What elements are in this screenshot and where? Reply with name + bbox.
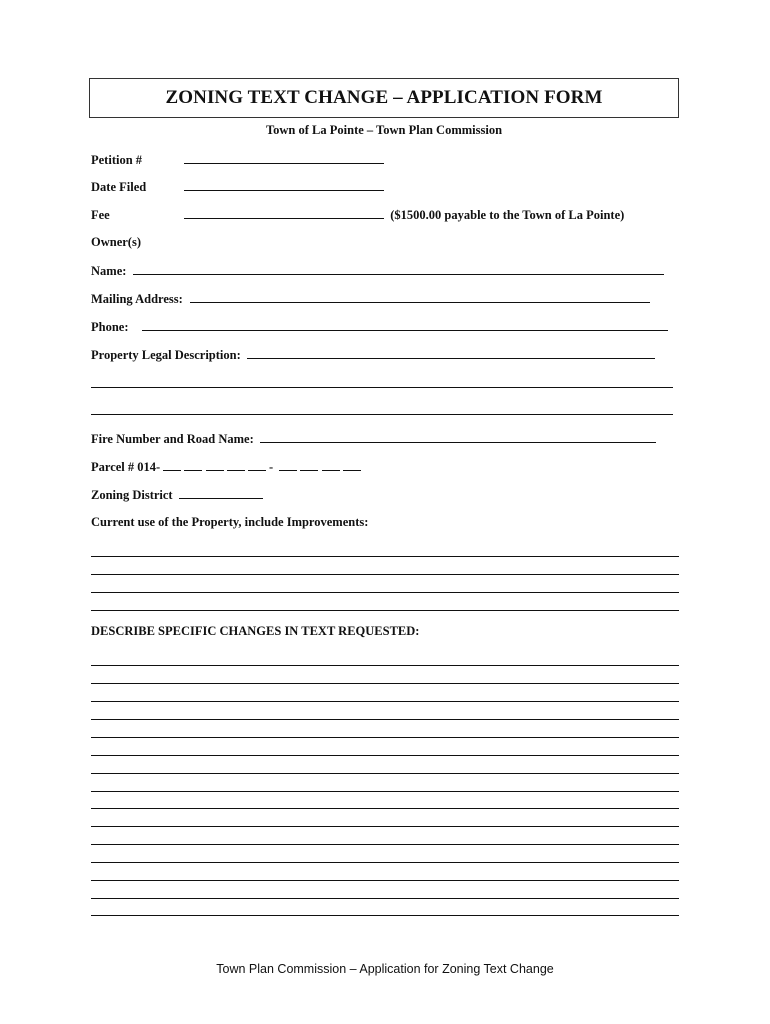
describe-line-10[interactable] [91,826,679,827]
fee-note: ($1500.00 payable to the Town of La Pointe) [390,208,625,222]
petition-row [91,152,384,168]
property-legal-line-3[interactable] [91,414,673,415]
describe-line-6[interactable] [91,755,679,756]
parcel-dash: - [268,460,274,474]
describe-line-13[interactable] [91,880,679,881]
name-field[interactable] [133,263,664,275]
parcel-digit-9[interactable] [343,459,361,471]
petition-label: Petition # [91,153,143,167]
describe-line-3[interactable] [91,701,679,702]
parcel-digit-4[interactable] [227,459,245,471]
petition-field[interactable] [184,152,384,164]
parcel-digit-5[interactable] [248,459,266,471]
describe-line-8[interactable] [91,791,679,792]
mailing-address-field[interactable] [190,291,650,303]
name-label: Name: [91,264,127,278]
zoning-district-label: Zoning District [91,488,173,502]
describe-line-9[interactable] [91,808,679,809]
describe-line-4[interactable] [91,719,679,720]
phone-row [91,319,668,335]
parcel-digit-7[interactable] [300,459,318,471]
current-use-line-2[interactable] [91,574,679,575]
fire-number-label: Fire Number and Road Name: [91,432,254,446]
date-filed-field[interactable] [184,179,384,191]
describe-line-11[interactable] [91,844,679,845]
date-filed-row [91,179,384,195]
describe-line-15[interactable] [91,915,679,916]
fee-field[interactable] [184,207,384,219]
parcel-label: Parcel # 014- [91,460,161,474]
current-use-line-3[interactable] [91,592,679,593]
parcel-digit-6[interactable] [279,459,297,471]
page-footer: Town Plan Commission – Application for Zoning Text Change [216,962,554,976]
describe-line-14[interactable] [91,898,679,899]
parcel-digit-3[interactable] [206,459,224,471]
property-legal-field[interactable] [247,347,655,359]
parcel-digit-2[interactable] [184,459,202,471]
zoning-district-row [91,487,263,503]
current-use-line-4[interactable] [91,610,679,611]
zoning-district-field[interactable] [179,487,263,499]
describe-line-2[interactable] [91,683,679,684]
current-use-label: Current use of the Property, include Improvements: [91,515,369,529]
mailing-address-label: Mailing Address: [91,292,183,306]
owners-label: Owner(s) [91,235,141,249]
parcel-digit-1[interactable] [163,459,181,471]
mailing-address-row [91,291,650,307]
phone-label: Phone: [91,320,129,334]
name-row [91,263,664,279]
fee-row [91,207,624,223]
describe-heading: DESCRIBE SPECIFIC CHANGES IN TEXT REQUESTED: [91,624,420,638]
form-subtitle: Town of La Pointe – Town Plan Commission [265,123,503,137]
property-legal-row [91,347,655,363]
describe-line-1[interactable] [91,665,679,666]
current-use-line-1[interactable] [91,556,679,557]
phone-field[interactable] [142,319,668,331]
form-title: ZONING TEXT CHANGE – APPLICATION FORM [89,78,679,118]
fee-label: Fee [91,208,110,222]
parcel-digit-8[interactable] [322,459,340,471]
date-filed-label: Date Filed [91,180,147,194]
fire-number-field[interactable] [260,431,656,443]
parcel-row [91,459,361,475]
property-legal-line-2[interactable] [91,387,673,388]
describe-line-12[interactable] [91,862,679,863]
fire-number-row [91,431,656,447]
describe-line-5[interactable] [91,737,679,738]
describe-line-7[interactable] [91,773,679,774]
property-legal-label: Property Legal Description: [91,348,241,362]
